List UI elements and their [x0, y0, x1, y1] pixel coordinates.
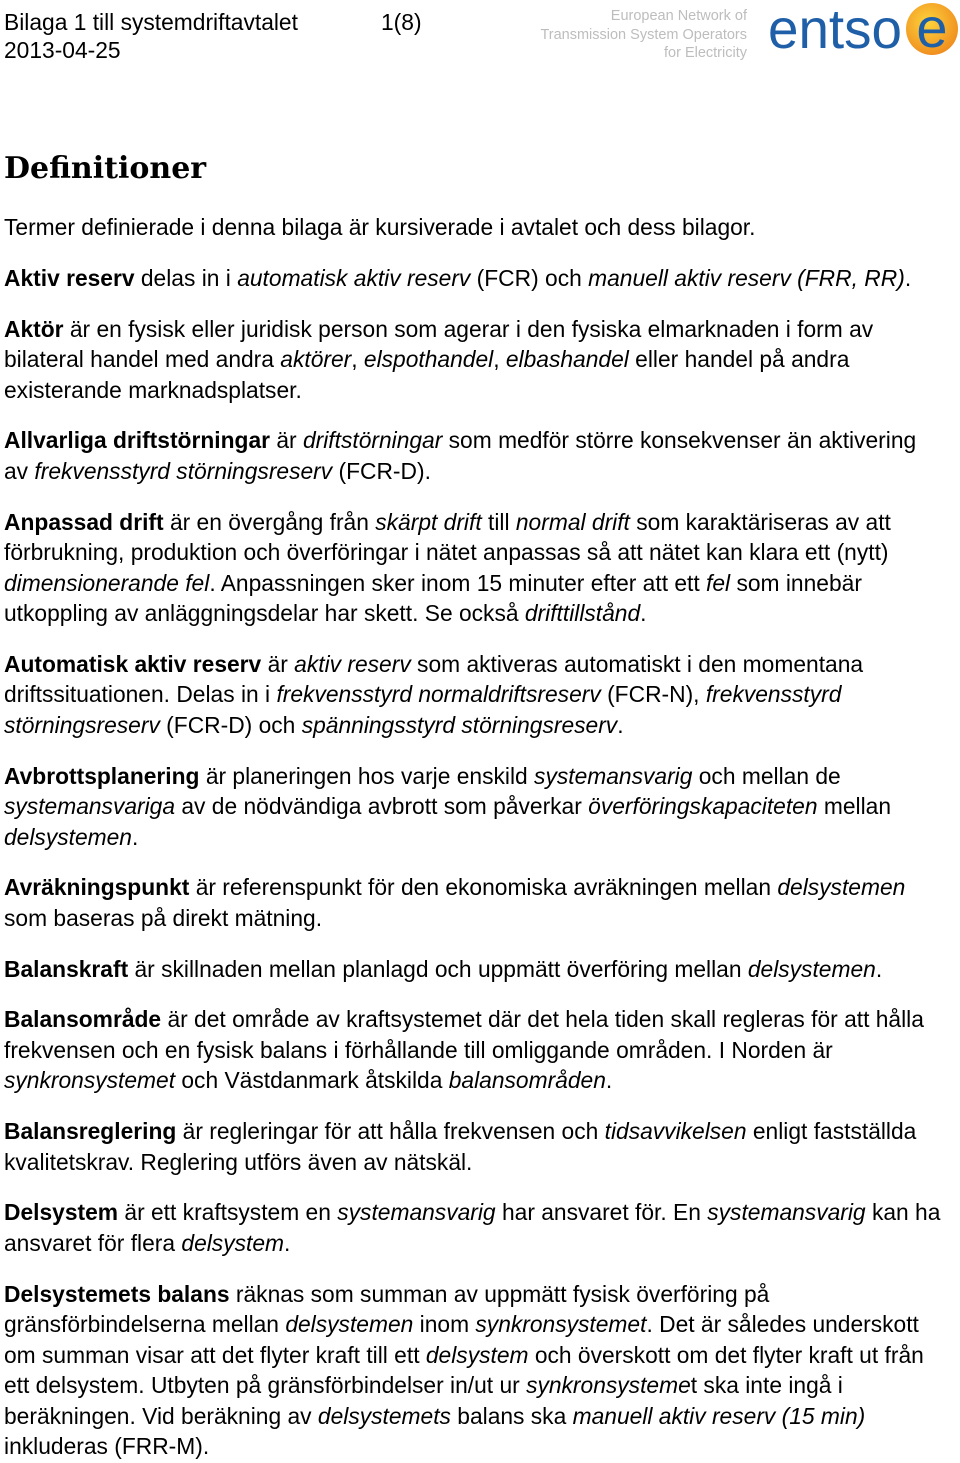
text-line	[4, 679, 956, 710]
org-name-line: Transmission System Operators	[540, 26, 747, 43]
term-reference: fel	[706, 569, 731, 596]
text-run: till	[481, 508, 516, 535]
text-run: av	[4, 457, 35, 484]
term-reference: balansområden	[448, 1067, 606, 1094]
text-run: förbrukning, produktion och överföringar i nätet anpassas så att nätet kan klara ett (nytt)	[4, 539, 889, 565]
text-run: ansvaret för flera	[4, 1229, 182, 1256]
term-reference: delsystem	[425, 1341, 529, 1368]
text-line	[4, 568, 956, 599]
text-run: är referenspunkt för den ekonomiska avräkningen mellan	[189, 874, 778, 901]
term-reference: drifttillstånd	[524, 600, 641, 626]
text-run: balans ska	[450, 1402, 573, 1429]
term-reference: delsystem	[181, 1229, 285, 1256]
text-run: är skillnaden mellan planlagd och uppmätt överföring mellan	[128, 955, 748, 982]
text-run: är en övergång från	[163, 508, 376, 535]
term-reference: skärpt drift	[375, 508, 482, 535]
text-run: (FCR) och	[470, 264, 589, 291]
term-reference: synkronsystemet	[4, 1067, 176, 1094]
text-line	[4, 822, 956, 853]
text-run: ,	[493, 346, 506, 372]
text-run: bilateral handel med andra	[4, 346, 281, 372]
definition-paragraph	[4, 1197, 956, 1258]
text-run: och överskott om det flyter kraft ut från	[528, 1341, 924, 1368]
page-title: Definitioner	[4, 151, 207, 186]
term-reference: frekvensstyrd normaldriftsreserv	[276, 681, 601, 708]
text-line	[4, 903, 956, 934]
definition-paragraph	[4, 263, 956, 294]
text-run: ,	[351, 346, 364, 372]
term-reference: systemansvariga	[4, 793, 176, 819]
text-run: .	[640, 600, 647, 626]
text-run: är planeringen hos varje enskild	[199, 762, 535, 789]
term-reference: aktiv reserv	[294, 650, 411, 677]
term-reference: spänningsstyrd störningsreserv	[301, 711, 618, 738]
text-run: delas in i	[134, 264, 238, 291]
term-reference: störningsreserv	[4, 711, 160, 738]
term-reference: elspothandel	[363, 346, 494, 372]
text-line	[4, 456, 956, 487]
text-run: är en fysisk eller juridisk person som agerar i den fysiska elmarknaden i form av	[63, 315, 874, 342]
text-run: driftssituationen. Delas in i	[4, 681, 277, 708]
term-reference: driftstörningar	[302, 427, 443, 454]
definition-paragraph	[4, 1116, 956, 1177]
text-run: (FCR-D) och	[159, 711, 302, 738]
defined-term: Anpassad drift	[4, 508, 164, 535]
text-line	[4, 872, 956, 903]
term-reference: systemansvarig	[337, 1199, 496, 1226]
term-reference: automatisk aktiv reserv	[237, 264, 471, 291]
text-line	[4, 1340, 956, 1371]
text-run: är regleringar för att hålla frekvensen och	[176, 1118, 605, 1144]
text-run: beräkningen. Vid beräkning av	[4, 1402, 318, 1429]
text-run: frekvensen och en fysisk balans i förhållande till omliggande områden. I Norden är	[4, 1036, 833, 1063]
text-run: mellan	[817, 793, 892, 819]
term-reference: normal drift	[515, 508, 630, 535]
document-title: Bilaga 1 till systemdriftavtalet	[4, 9, 298, 35]
text-line	[4, 1197, 956, 1228]
text-line	[4, 375, 956, 406]
term-reference: delsystemets	[317, 1402, 451, 1429]
text-run: inkluderas (FRR-M).	[4, 1433, 210, 1459]
organization-name	[480, 7, 747, 63]
text-run: .	[605, 1067, 613, 1094]
defined-term: Avbrottsplanering	[4, 762, 200, 789]
definition-paragraph	[4, 649, 956, 741]
term-reference: överföringskapaciteten	[588, 793, 818, 819]
definition-paragraph	[4, 212, 956, 243]
text-run: .	[284, 1229, 291, 1256]
text-run: eller handel på andra	[628, 346, 850, 372]
entsoe-logo	[762, 0, 960, 62]
text-run: kan ha	[865, 1199, 941, 1226]
text-run: räknas som summan av uppmätt fysisk överföring på	[229, 1280, 770, 1307]
text-run: (FCR-N),	[600, 681, 706, 708]
text-run: .	[875, 955, 883, 982]
text-run: . Anpassningen sker inom 15 minuter efter att ett	[209, 569, 707, 596]
text-line	[4, 954, 956, 985]
text-run: är	[270, 427, 303, 454]
definitions-body	[4, 212, 956, 1462]
text-line	[4, 598, 956, 629]
text-line	[4, 314, 956, 345]
defined-term: Balanskraft	[4, 955, 129, 982]
defined-term: Aktör	[4, 315, 64, 342]
term-reference: frekvensstyrd störningsreserv	[34, 457, 333, 484]
text-run: .	[904, 264, 912, 291]
text-line	[4, 1309, 956, 1340]
text-run: som baseras på direkt mätning.	[4, 904, 323, 931]
text-run: som aktiveras automatiskt i den momentana	[410, 650, 864, 677]
text-line	[4, 507, 956, 538]
defined-term: Avräkningspunkt	[4, 874, 190, 901]
document-date: 2013-04-25	[4, 37, 121, 63]
text-line	[4, 1431, 956, 1462]
text-run: är ett kraftsystem en	[118, 1199, 338, 1226]
text-line	[4, 344, 956, 375]
defined-term: Delsystem	[4, 1199, 119, 1226]
defined-term: Balansreglering	[4, 1118, 177, 1144]
page-number: 1(8)	[381, 9, 422, 35]
text-run: utkoppling av anläggningsdelar har skett. Se också	[4, 600, 525, 626]
definition-paragraph	[4, 425, 956, 486]
text-run: ett delsystem. Utbyten på gränsförbindelser in/ut ur	[4, 1372, 527, 1398]
text-line	[4, 1401, 956, 1432]
text-run: av de nödvändiga avbrott som påverkar	[175, 793, 589, 819]
term-reference: delsystemen	[285, 1311, 414, 1337]
text-line	[4, 1035, 956, 1066]
term-reference: aktörer	[280, 346, 352, 372]
logo-wordmark: entso	[768, 0, 902, 60]
logo-circle-letter: e	[916, 0, 948, 59]
text-run: inom	[413, 1311, 476, 1337]
text-line	[4, 710, 956, 741]
definition-paragraph	[4, 314, 956, 406]
text-line	[4, 1065, 956, 1096]
text-run: Termer definierade i denna bilaga är kursiverade i avtalet och dess bilagor.	[4, 214, 756, 240]
term-reference: dimensionerande fel	[4, 569, 210, 596]
text-run: t ska inte ingå i	[690, 1372, 843, 1398]
text-run: är det område av kraftsystemet där det hela tiden skall regleras för att hålla	[161, 1006, 924, 1033]
text-line	[4, 212, 956, 243]
text-line	[4, 1147, 956, 1178]
defined-term: Allvarliga driftstörningar	[4, 427, 271, 454]
text-line	[4, 263, 956, 294]
term-reference: systemansvarig	[534, 762, 693, 789]
text-run: som karaktäriseras av att	[629, 508, 891, 535]
term-reference: manuell aktiv reserv (FRR, RR)	[588, 264, 905, 291]
defined-term: Aktiv reserv	[4, 264, 135, 291]
text-line	[4, 1279, 956, 1310]
text-run: gränsförbindelserna mellan	[4, 1311, 286, 1337]
text-run: som medför större konsekvenser än aktivering	[442, 427, 917, 454]
definition-paragraph	[4, 1279, 956, 1462]
text-line	[4, 761, 956, 792]
definition-paragraph	[4, 872, 956, 933]
text-run: (FCR-D).	[332, 457, 431, 484]
org-name-line: European Network of	[610, 8, 747, 24]
text-line	[4, 425, 956, 456]
term-reference: systemansvarig	[707, 1199, 866, 1226]
org-name-line: for Electricity	[664, 45, 747, 61]
term-reference: delsystemen	[747, 955, 876, 982]
text-run: enligt fastställda	[746, 1118, 917, 1144]
definition-paragraph	[4, 954, 956, 985]
term-reference: delsystemen	[4, 823, 132, 850]
text-run: .	[131, 823, 139, 850]
defined-term: Delsystemets balans	[4, 1280, 230, 1307]
text-run: har ansvaret för. En	[495, 1199, 708, 1226]
term-reference: synkronsysteme	[526, 1372, 691, 1398]
text-run: kvalitetskrav. Reglering utförs även av nätskäl.	[4, 1148, 473, 1175]
defined-term: Automatisk aktiv reserv	[4, 650, 262, 677]
text-line	[4, 537, 956, 568]
text-run: och mellan de	[692, 762, 841, 789]
text-run: om summan visar att det flyter kraft till ett	[4, 1341, 426, 1368]
text-run: som innebär	[730, 569, 862, 596]
text-run: . Det är således underskott	[646, 1311, 919, 1337]
term-reference: tidsavvikelsen	[604, 1118, 747, 1144]
text-line	[4, 1116, 956, 1147]
text-run: och Västdanmark åtskilda	[175, 1067, 449, 1094]
text-line	[4, 1228, 956, 1259]
term-reference: manuell aktiv reserv (15 min)	[572, 1402, 866, 1429]
term-reference: elbashandel	[505, 346, 629, 372]
text-run: är	[261, 650, 295, 677]
text-line	[4, 649, 956, 680]
term-reference: frekvensstyrd	[705, 681, 842, 708]
term-reference: synkronsystemet	[475, 1311, 647, 1337]
definition-paragraph	[4, 1004, 956, 1096]
text-line	[4, 791, 956, 822]
defined-term: Balansområde	[4, 1006, 162, 1033]
text-run: existerande marknadsplatser.	[4, 376, 302, 403]
term-reference: delsystemen	[777, 874, 906, 901]
definition-paragraph	[4, 761, 956, 853]
definition-paragraph	[4, 507, 956, 629]
text-run: .	[617, 711, 624, 738]
text-line	[4, 1004, 956, 1035]
text-line	[4, 1370, 956, 1401]
